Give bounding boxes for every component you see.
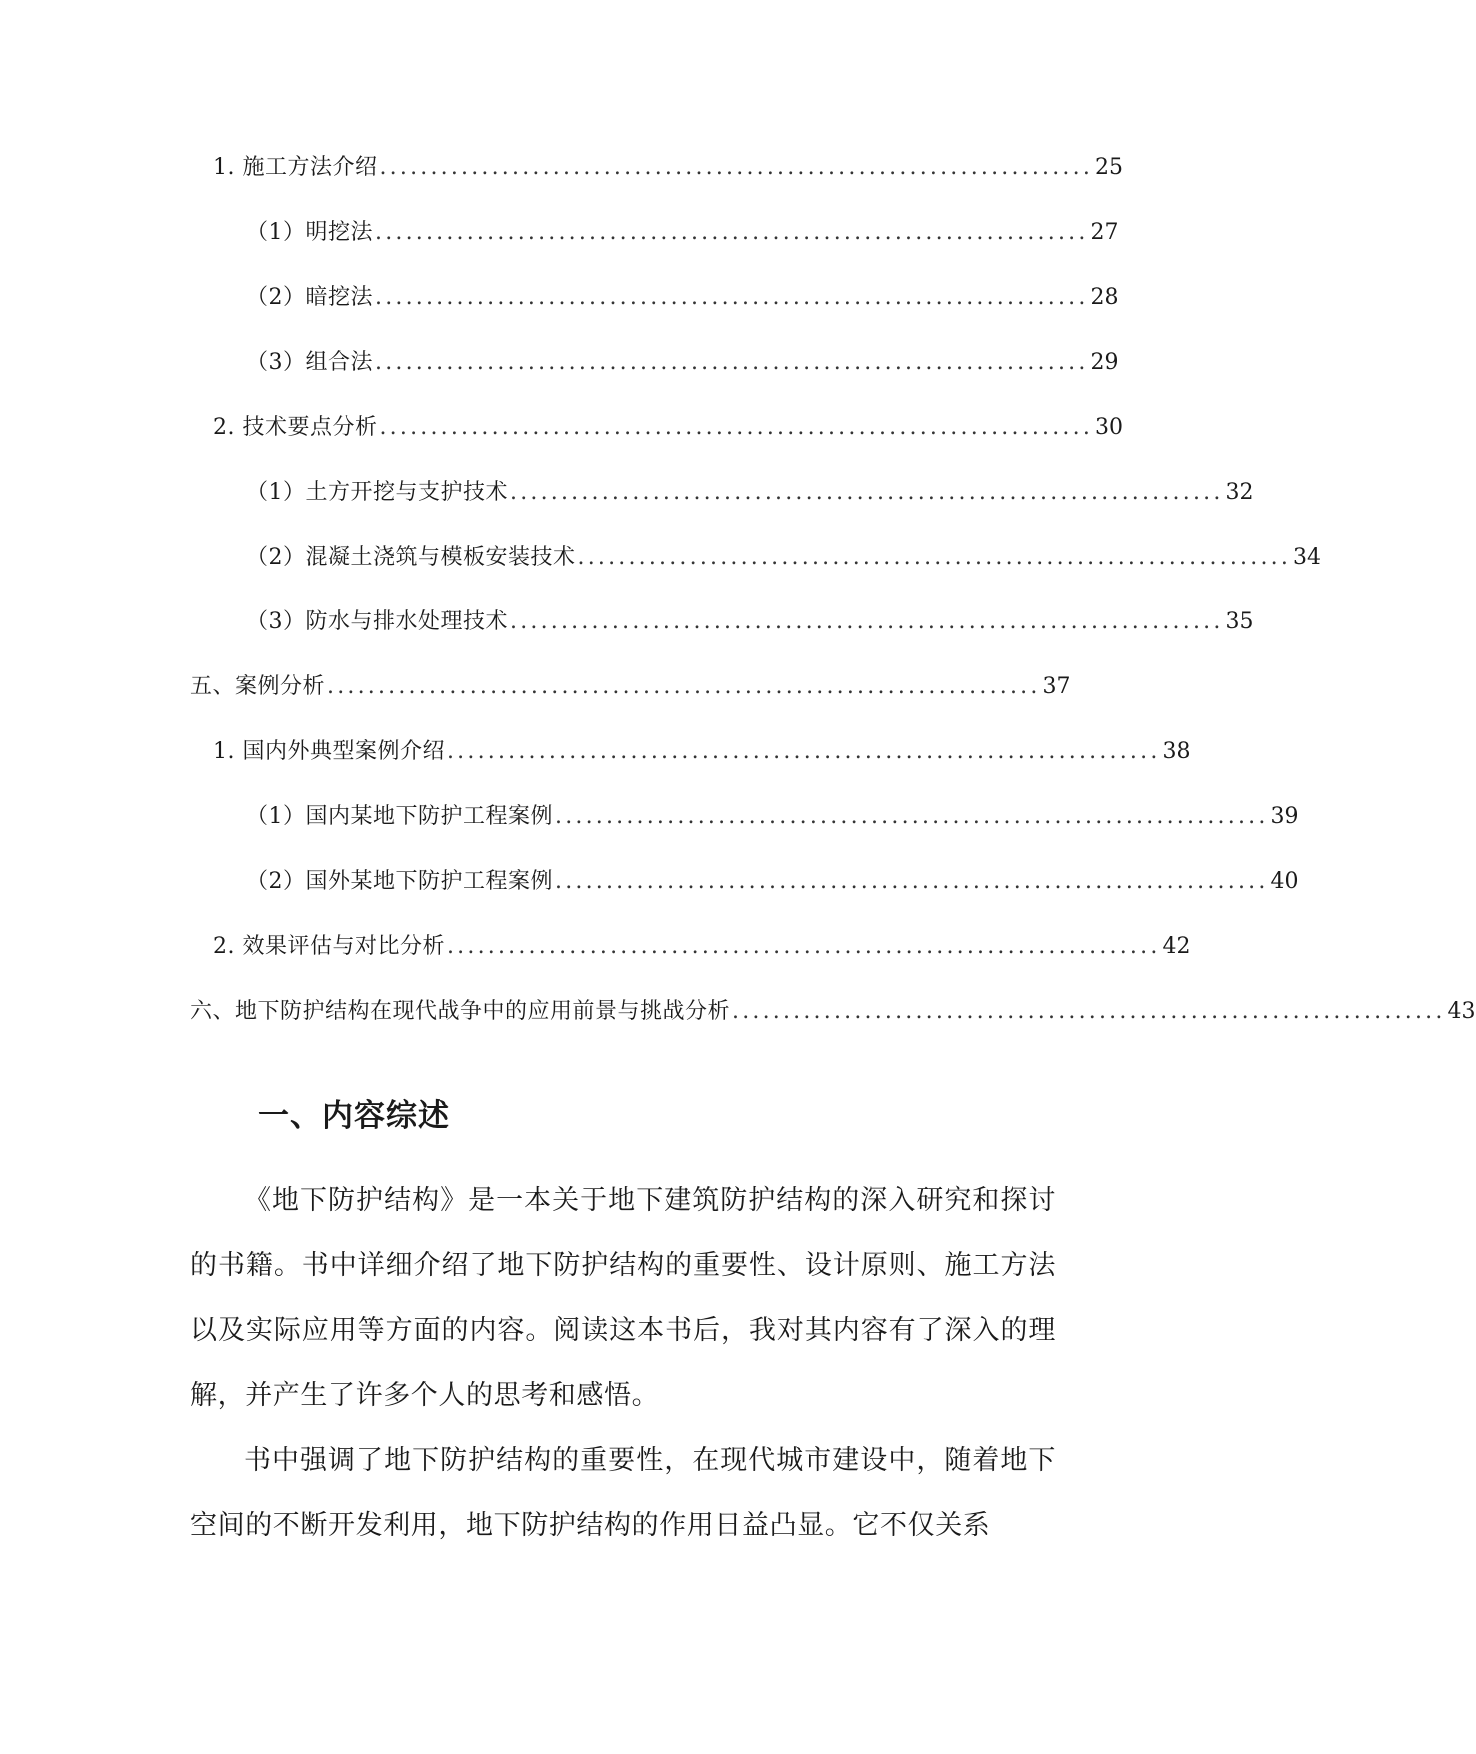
- toc-entry[interactable]: [246, 864, 1299, 900]
- section-heading: 一、内容综述: [258, 1098, 450, 1134]
- toc-entry-label: （2）国外某地下防护工程案例: [246, 869, 553, 894]
- toc-entry-label: 五、案例分析: [190, 674, 326, 699]
- toc-entry-page: 43: [1447, 999, 1476, 1024]
- toc-entry[interactable]: [246, 475, 1254, 511]
- toc-entry-page: 37: [1042, 674, 1071, 699]
- toc-entry[interactable]: [246, 540, 1322, 576]
- body-paragraph: 书中强调了地下防护结构的重要性，在现代城市建设中，随着地下空间的不断开发利用，地下防护结构的作用日益凸显。它不仅关系: [190, 1445, 1056, 1541]
- toc-entry-page: 42: [1162, 934, 1191, 959]
- toc-leader-dots: ......................................................................: [510, 480, 1224, 505]
- toc-entry-page: 39: [1270, 804, 1299, 829]
- toc-entry-label: （3）组合法: [246, 350, 373, 375]
- toc-leader-dots: ......................................................................: [379, 415, 1094, 440]
- toc-entry-label: （3）防水与排水处理技术: [246, 609, 508, 634]
- toc-leader-dots: ......................................................................: [327, 674, 1041, 699]
- toc-entry[interactable]: [190, 994, 1476, 1030]
- toc-leader-dots: ......................................................................: [375, 285, 1089, 310]
- toc-leader-dots: ......................................................................: [446, 739, 1161, 764]
- toc-entry[interactable]: [213, 929, 1191, 965]
- toc-entry-page: 40: [1270, 869, 1299, 894]
- toc-entry-page: 34: [1293, 545, 1322, 570]
- toc-entry-page: 29: [1090, 350, 1119, 375]
- toc-entry[interactable]: [213, 150, 1124, 186]
- toc-leader-dots: ......................................................................: [555, 869, 1269, 894]
- toc-leader-dots: ......................................................................: [375, 350, 1089, 375]
- toc-entry-label: 2. 效果评估与对比分析: [213, 934, 445, 959]
- toc-entry-label: （2）混凝土浇筑与模板安装技术: [246, 545, 576, 570]
- toc-leader-dots: ......................................................................: [375, 220, 1089, 245]
- toc-leader-dots: ......................................................................: [510, 609, 1224, 634]
- toc-entry-label: 2. 技术要点分析: [213, 415, 378, 440]
- toc-leader-dots: ......................................................................: [446, 934, 1161, 959]
- toc-entry-page: 25: [1095, 155, 1124, 180]
- toc-entry-label: （1）国内某地下防护工程案例: [246, 804, 553, 829]
- toc-entry[interactable]: [190, 669, 1071, 705]
- toc-entry-page: 35: [1225, 609, 1254, 634]
- toc-entry[interactable]: [246, 799, 1299, 835]
- toc-entry[interactable]: [246, 280, 1119, 316]
- toc-entry[interactable]: [246, 604, 1254, 640]
- toc-entry-page: 38: [1162, 739, 1191, 764]
- toc-entry-page: 30: [1095, 415, 1124, 440]
- toc-entry[interactable]: [246, 345, 1119, 381]
- toc-entry-label: （1）明挖法: [246, 220, 373, 245]
- toc-leader-dots: ......................................................................: [577, 545, 1292, 570]
- toc-entry[interactable]: [213, 410, 1124, 446]
- toc-leader-dots: ......................................................................: [379, 155, 1094, 180]
- toc-entry-page: 28: [1090, 285, 1119, 310]
- toc-leader-dots: ......................................................................: [555, 804, 1269, 829]
- toc-entry-page: 27: [1090, 220, 1119, 245]
- body-paragraph: 《地下防护结构》是一本关于地下建筑防护结构的深入研究和探讨的书籍。书中详细介绍了地下防护结构的重要性、设计原则、施工方法以及实际应用等方面的内容。阅读这本书后，我对其内容有了深入的理解，并产生了许多个人的思考和感悟。: [190, 1185, 1056, 1411]
- toc-entry-label: 1. 施工方法介绍: [213, 155, 378, 180]
- toc-leader-dots: ......................................................................: [732, 999, 1446, 1024]
- toc-entry[interactable]: [213, 734, 1191, 770]
- toc-entry-label: （1）土方开挖与支护技术: [246, 480, 508, 505]
- toc-entry-label: （2）暗挖法: [246, 285, 373, 310]
- toc-entry[interactable]: [246, 215, 1119, 251]
- toc-entry-page: 32: [1225, 480, 1254, 505]
- toc-entry-label: 1. 国内外典型案例介绍: [213, 739, 445, 764]
- toc-entry-label: 六、地下防护结构在现代战争中的应用前景与挑战分析: [190, 999, 731, 1024]
